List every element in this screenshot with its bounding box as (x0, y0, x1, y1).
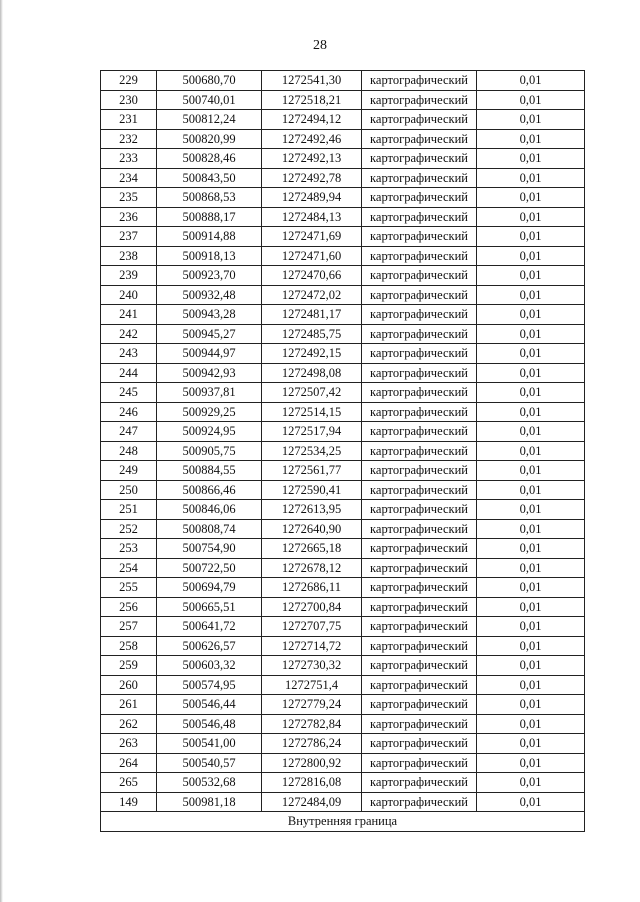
method-cell: картографический (362, 246, 477, 266)
y-coordinate-cell: 1272779,24 (262, 695, 362, 715)
table-row (101, 129, 585, 149)
point-number-cell: 245 (101, 383, 157, 403)
method-cell: картографический (362, 168, 477, 188)
table-row (101, 71, 585, 91)
method-cell: картографический (362, 363, 477, 383)
method-cell: картографический (362, 578, 477, 598)
x-coordinate-cell: 500540,57 (157, 753, 262, 773)
y-coordinate-cell: 1272484,13 (262, 207, 362, 227)
point-number-cell: 252 (101, 519, 157, 539)
accuracy-cell: 0,01 (477, 227, 585, 247)
y-coordinate-cell: 1272534,25 (262, 441, 362, 461)
point-number-cell: 261 (101, 695, 157, 715)
method-cell: картографический (362, 324, 477, 344)
accuracy-cell: 0,01 (477, 129, 585, 149)
method-cell: картографический (362, 422, 477, 442)
y-coordinate-cell: 1272561,77 (262, 461, 362, 481)
method-cell: картографический (362, 539, 477, 559)
x-coordinate-cell: 500641,72 (157, 617, 262, 637)
point-number-cell: 247 (101, 422, 157, 442)
method-cell: картографический (362, 753, 477, 773)
accuracy-cell: 0,01 (477, 519, 585, 539)
y-coordinate-cell: 1272640,90 (262, 519, 362, 539)
table-row (101, 149, 585, 169)
method-cell: картографический (362, 519, 477, 539)
accuracy-cell: 0,01 (477, 71, 585, 91)
point-number-cell: 254 (101, 558, 157, 578)
y-coordinate-cell: 1272665,18 (262, 539, 362, 559)
point-number-cell: 263 (101, 734, 157, 754)
method-cell: картографический (362, 597, 477, 617)
accuracy-cell: 0,01 (477, 363, 585, 383)
x-coordinate-cell: 500694,79 (157, 578, 262, 598)
table-row (101, 480, 585, 500)
section-footer-label: Внутренняя граница (101, 812, 585, 832)
point-number-cell: 236 (101, 207, 157, 227)
method-cell: картографический (362, 344, 477, 364)
x-coordinate-cell: 500884,55 (157, 461, 262, 481)
y-coordinate-cell: 1272686,11 (262, 578, 362, 598)
y-coordinate-cell: 1272700,84 (262, 597, 362, 617)
accuracy-cell: 0,01 (477, 695, 585, 715)
accuracy-cell: 0,01 (477, 285, 585, 305)
x-coordinate-cell: 500541,00 (157, 734, 262, 754)
accuracy-cell: 0,01 (477, 149, 585, 169)
x-coordinate-cell: 500546,48 (157, 714, 262, 734)
point-number-cell: 232 (101, 129, 157, 149)
x-coordinate-cell: 500546,44 (157, 695, 262, 715)
table-row (101, 558, 585, 578)
method-cell: картографический (362, 90, 477, 110)
x-coordinate-cell: 500820,99 (157, 129, 262, 149)
method-cell: картографический (362, 714, 477, 734)
method-cell: картографический (362, 305, 477, 325)
point-number-cell: 235 (101, 188, 157, 208)
x-coordinate-cell: 500812,24 (157, 110, 262, 130)
x-coordinate-cell: 500937,81 (157, 383, 262, 403)
accuracy-cell: 0,01 (477, 168, 585, 188)
point-number-cell: 241 (101, 305, 157, 325)
method-cell: картографический (362, 71, 477, 91)
point-number-cell: 256 (101, 597, 157, 617)
y-coordinate-cell: 1272470,66 (262, 266, 362, 286)
table-row (101, 500, 585, 520)
point-number-cell: 246 (101, 402, 157, 422)
table-row (101, 90, 585, 110)
method-cell: картографический (362, 266, 477, 286)
table-row (101, 636, 585, 656)
table-row (101, 656, 585, 676)
table-row (101, 461, 585, 481)
point-number-cell: 257 (101, 617, 157, 637)
point-number-cell: 243 (101, 344, 157, 364)
accuracy-cell: 0,01 (477, 110, 585, 130)
x-coordinate-cell: 500918,13 (157, 246, 262, 266)
y-coordinate-cell: 1272472,02 (262, 285, 362, 305)
x-coordinate-cell: 500929,25 (157, 402, 262, 422)
point-number-cell: 262 (101, 714, 157, 734)
accuracy-cell: 0,01 (477, 773, 585, 793)
x-coordinate-cell: 500905,75 (157, 441, 262, 461)
point-number-cell: 260 (101, 675, 157, 695)
accuracy-cell: 0,01 (477, 422, 585, 442)
scan-edge (0, 0, 3, 902)
table-row (101, 773, 585, 793)
y-coordinate-cell: 1272492,78 (262, 168, 362, 188)
x-coordinate-cell: 500944,97 (157, 344, 262, 364)
y-coordinate-cell: 1272481,17 (262, 305, 362, 325)
point-number-cell: 244 (101, 363, 157, 383)
accuracy-cell: 0,01 (477, 539, 585, 559)
y-coordinate-cell: 1272816,08 (262, 773, 362, 793)
y-coordinate-cell: 1272498,08 (262, 363, 362, 383)
y-coordinate-cell: 1272507,42 (262, 383, 362, 403)
accuracy-cell: 0,01 (477, 500, 585, 520)
x-coordinate-cell: 500754,90 (157, 539, 262, 559)
table-row (101, 597, 585, 617)
page-number: 28 (313, 38, 327, 53)
table-row (101, 753, 585, 773)
point-number-cell: 229 (101, 71, 157, 91)
method-cell: картографический (362, 636, 477, 656)
y-coordinate-cell: 1272471,69 (262, 227, 362, 247)
table-row (101, 402, 585, 422)
y-coordinate-cell: 1272492,13 (262, 149, 362, 169)
point-number-cell: 233 (101, 149, 157, 169)
method-cell: картографический (362, 480, 477, 500)
point-number-cell: 251 (101, 500, 157, 520)
method-cell: картографический (362, 792, 477, 812)
table-row (101, 188, 585, 208)
table-row (101, 539, 585, 559)
y-coordinate-cell: 1272613,95 (262, 500, 362, 520)
y-coordinate-cell: 1272471,60 (262, 246, 362, 266)
table-row (101, 734, 585, 754)
x-coordinate-cell: 500981,18 (157, 792, 262, 812)
method-cell: картографический (362, 773, 477, 793)
x-coordinate-cell: 500943,28 (157, 305, 262, 325)
table-row (101, 227, 585, 247)
y-coordinate-cell: 1272485,75 (262, 324, 362, 344)
method-cell: картографический (362, 129, 477, 149)
point-number-cell: 231 (101, 110, 157, 130)
accuracy-cell: 0,01 (477, 617, 585, 637)
y-coordinate-cell: 1272590,41 (262, 480, 362, 500)
table-row (101, 675, 585, 695)
x-coordinate-cell: 500846,06 (157, 500, 262, 520)
coordinates-table (100, 70, 585, 832)
y-coordinate-cell: 1272751,4 (262, 675, 362, 695)
y-coordinate-cell: 1272541,30 (262, 71, 362, 91)
method-cell: картографический (362, 461, 477, 481)
x-coordinate-cell: 500945,27 (157, 324, 262, 344)
method-cell: картографический (362, 656, 477, 676)
x-coordinate-cell: 500866,46 (157, 480, 262, 500)
table-row (101, 714, 585, 734)
method-cell: картографический (362, 675, 477, 695)
table-row (101, 324, 585, 344)
y-coordinate-cell: 1272492,15 (262, 344, 362, 364)
method-cell: картографический (362, 383, 477, 403)
y-coordinate-cell: 1272714,72 (262, 636, 362, 656)
accuracy-cell: 0,01 (477, 266, 585, 286)
table-row (101, 266, 585, 286)
y-coordinate-cell: 1272730,32 (262, 656, 362, 676)
table-row (101, 792, 585, 812)
point-number-cell: 253 (101, 539, 157, 559)
y-coordinate-cell: 1272494,12 (262, 110, 362, 130)
x-coordinate-cell: 500722,50 (157, 558, 262, 578)
y-coordinate-cell: 1272786,24 (262, 734, 362, 754)
method-cell: картографический (362, 500, 477, 520)
x-coordinate-cell: 500942,93 (157, 363, 262, 383)
point-number-cell: 258 (101, 636, 157, 656)
table-row (101, 110, 585, 130)
y-coordinate-cell: 1272707,75 (262, 617, 362, 637)
point-number-cell: 249 (101, 461, 157, 481)
method-cell: картографический (362, 110, 477, 130)
accuracy-cell: 0,01 (477, 207, 585, 227)
method-cell: картографический (362, 285, 477, 305)
y-coordinate-cell: 1272800,92 (262, 753, 362, 773)
x-coordinate-cell: 500932,48 (157, 285, 262, 305)
section-footer-row (101, 812, 585, 832)
accuracy-cell: 0,01 (477, 675, 585, 695)
x-coordinate-cell: 500574,95 (157, 675, 262, 695)
table-row (101, 422, 585, 442)
method-cell: картографический (362, 695, 477, 715)
y-coordinate-cell: 1272678,12 (262, 558, 362, 578)
accuracy-cell: 0,01 (477, 480, 585, 500)
accuracy-cell: 0,01 (477, 636, 585, 656)
accuracy-cell: 0,01 (477, 714, 585, 734)
method-cell: картографический (362, 617, 477, 637)
x-coordinate-cell: 500680,70 (157, 71, 262, 91)
table-row (101, 519, 585, 539)
accuracy-cell: 0,01 (477, 324, 585, 344)
table-row (101, 383, 585, 403)
table-row (101, 578, 585, 598)
method-cell: картографический (362, 441, 477, 461)
point-number-cell: 239 (101, 266, 157, 286)
method-cell: картографический (362, 207, 477, 227)
method-cell: картографический (362, 188, 477, 208)
table-row (101, 246, 585, 266)
method-cell: картографический (362, 402, 477, 422)
table-row (101, 285, 585, 305)
accuracy-cell: 0,01 (477, 344, 585, 364)
point-number-cell: 255 (101, 578, 157, 598)
point-number-cell: 242 (101, 324, 157, 344)
x-coordinate-cell: 500924,95 (157, 422, 262, 442)
accuracy-cell: 0,01 (477, 188, 585, 208)
accuracy-cell: 0,01 (477, 734, 585, 754)
point-number-cell: 149 (101, 792, 157, 812)
point-number-cell: 234 (101, 168, 157, 188)
x-coordinate-cell: 500914,88 (157, 227, 262, 247)
y-coordinate-cell: 1272492,46 (262, 129, 362, 149)
point-number-cell: 248 (101, 441, 157, 461)
accuracy-cell: 0,01 (477, 305, 585, 325)
accuracy-cell: 0,01 (477, 792, 585, 812)
accuracy-cell: 0,01 (477, 90, 585, 110)
x-coordinate-cell: 500828,46 (157, 149, 262, 169)
point-number-cell: 265 (101, 773, 157, 793)
point-number-cell: 250 (101, 480, 157, 500)
table-row (101, 305, 585, 325)
x-coordinate-cell: 500868,53 (157, 188, 262, 208)
y-coordinate-cell: 1272517,94 (262, 422, 362, 442)
table-row (101, 344, 585, 364)
accuracy-cell: 0,01 (477, 441, 585, 461)
method-cell: картографический (362, 558, 477, 578)
x-coordinate-cell: 500888,17 (157, 207, 262, 227)
x-coordinate-cell: 500665,51 (157, 597, 262, 617)
y-coordinate-cell: 1272514,15 (262, 402, 362, 422)
point-number-cell: 230 (101, 90, 157, 110)
x-coordinate-cell: 500843,50 (157, 168, 262, 188)
accuracy-cell: 0,01 (477, 656, 585, 676)
point-number-cell: 240 (101, 285, 157, 305)
accuracy-cell: 0,01 (477, 246, 585, 266)
point-number-cell: 264 (101, 753, 157, 773)
x-coordinate-cell: 500626,57 (157, 636, 262, 656)
x-coordinate-cell: 500532,68 (157, 773, 262, 793)
y-coordinate-cell: 1272518,21 (262, 90, 362, 110)
accuracy-cell: 0,01 (477, 597, 585, 617)
point-number-cell: 237 (101, 227, 157, 247)
point-number-cell: 238 (101, 246, 157, 266)
table-row (101, 617, 585, 637)
table-row (101, 363, 585, 383)
coordinates-table-body (101, 71, 585, 812)
accuracy-cell: 0,01 (477, 578, 585, 598)
y-coordinate-cell: 1272782,84 (262, 714, 362, 734)
x-coordinate-cell: 500808,74 (157, 519, 262, 539)
x-coordinate-cell: 500923,70 (157, 266, 262, 286)
x-coordinate-cell: 500603,32 (157, 656, 262, 676)
table-row (101, 695, 585, 715)
method-cell: картографический (362, 734, 477, 754)
accuracy-cell: 0,01 (477, 558, 585, 578)
accuracy-cell: 0,01 (477, 461, 585, 481)
method-cell: картографический (362, 149, 477, 169)
table-row (101, 207, 585, 227)
accuracy-cell: 0,01 (477, 402, 585, 422)
table-row (101, 441, 585, 461)
method-cell: картографический (362, 227, 477, 247)
x-coordinate-cell: 500740,01 (157, 90, 262, 110)
y-coordinate-cell: 1272484,09 (262, 792, 362, 812)
accuracy-cell: 0,01 (477, 383, 585, 403)
accuracy-cell: 0,01 (477, 753, 585, 773)
table-row (101, 168, 585, 188)
y-coordinate-cell: 1272489,94 (262, 188, 362, 208)
point-number-cell: 259 (101, 656, 157, 676)
